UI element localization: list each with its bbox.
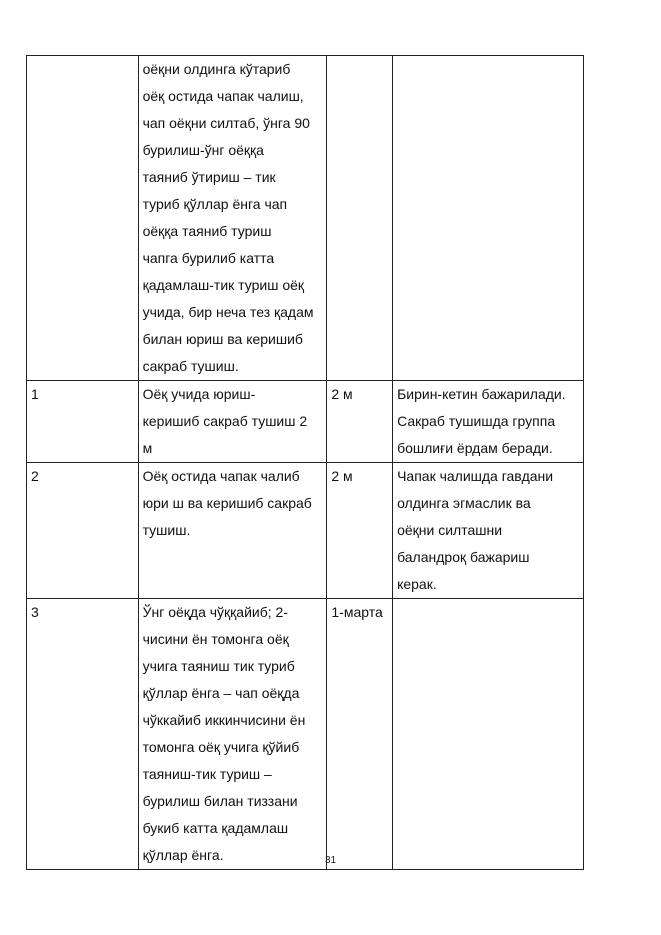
page-number: 31 — [324, 855, 337, 866]
table-row — [27, 463, 584, 599]
exercise-cell: Ўнг оёқда чўққайиб; 2- чисини ён томонга оёқ учига таяниш тик туриб қўллар ёнга – чап оёқда чўккайиб иккинчисини ён томонга оёқ учига қўйиб таяниш-тик туриш – бурилиш билан тиззани букиб катта қадамлаш қўллар ёнга. — [138, 599, 327, 870]
notes-cell — [393, 599, 584, 870]
row-number-cell: 3 — [27, 599, 139, 870]
notes-cell — [393, 56, 584, 381]
exercise-cell: Оёқ учида юриш- керишиб сакраб тушиш 2 м — [138, 381, 327, 463]
dose-cell: 2 м — [327, 463, 393, 599]
exercise-cell: оёқни олдинга кўтариб оёқ остида чапак чалиш, чап оёқни силтаб, ўнга 90 бурилиш-ўнг оёққа таяниб ўтириш – тик туриб қўллар ёнга чап оёққа таяниб туриш чапга бурилиб катта қадамлаш-тик туриш оёқ учида, бир неча тез қадам билан юриш ва керишиб сакраб тушиш. — [138, 56, 327, 381]
dose-cell — [327, 56, 393, 381]
table-row — [27, 381, 584, 463]
notes-cell: Чапак чалишда гавдани олдинга эгмаслик ва оёқни силташни баландроқ бажариш керак. — [393, 463, 584, 599]
dose-cell: 1-марта — [327, 599, 393, 870]
row-number-cell: 1 — [27, 381, 139, 463]
row-number-cell: 2 — [27, 463, 139, 599]
table-row — [27, 56, 584, 381]
exercise-cell: Оёқ остида чапак чалиб юри ш ва керишиб сакраб тушиш. — [138, 463, 327, 599]
table-row — [27, 599, 584, 870]
row-number-cell — [27, 56, 139, 381]
notes-cell: Бирин-кетин бажарилади. Сакраб тушишда группа бошлиғи ёрдам беради. — [393, 381, 584, 463]
exercise-table — [26, 55, 584, 870]
dose-cell: 2 м — [327, 381, 393, 463]
